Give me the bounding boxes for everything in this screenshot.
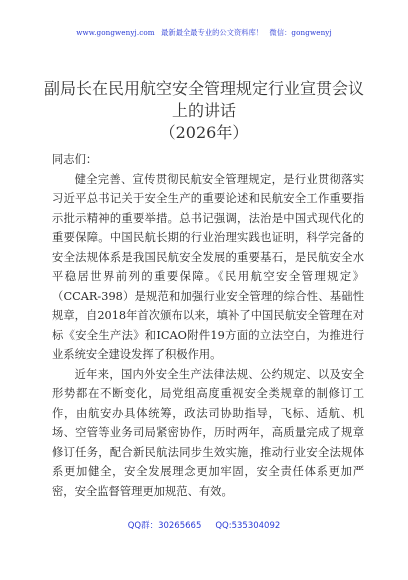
title-line-1: 副局长在民用航空安全管理规定行业宣贯会议 (43, 79, 364, 98)
qq-number: QQ:535304092 (215, 521, 281, 531)
title-year: （2026年） (159, 123, 249, 142)
document-body (52, 150, 364, 501)
paragraph: 健全完善、宣传贯彻民航安全管理规定，是行业贯彻落实习近平总书记关于安全生产的重要论述和民航安全工作重要指示批示精神的重要举措。总书记强调，法治是中国式现代化的重要保障。中国民航长期的行业治理实践也证明，科学完备的安全法规体系是我国民航安全发展的重要基石，是民航安全水平稳居世界前列的重要保障。《民用航空安全管理规定》（CCAR-398）是规范和加强行业安全管理的综合性、基础性规章，自2018年首次颁布以来，填补了中国民航安全管理在对标《安全生产法》和ICAO附件19方面的立法空白，为推进行业系统安全建设发挥了积极作用。 (52, 172, 364, 361)
paragraph: 近年来，国内外安全生产法律法规、公约规定、以及安全形势都在不断变化，局党组高度重视安全类规章的制修订工作，由航安办具体统筹，政法司协助指导，飞标、适航、机场、空管等业务司局紧密协作，历时两年，高质量完成了规章修订任务，配合新民航法同步生效实施，推动行业安全法规体系更加健全，安全发展理念更加牢固，安全责任体系更加严密，安全监督管理更加规范、有效。 (52, 367, 364, 498)
site-footer (0, 519, 408, 531)
wechat-id: 微信：gongwenyj (269, 28, 332, 37)
qq-group: QQ群：30265665 (127, 521, 202, 531)
document-title (40, 78, 368, 144)
title-line-2: 上的讲话 (171, 101, 236, 120)
salutation: 同志们： (52, 153, 98, 166)
site-header (0, 28, 408, 38)
site-slogan: 最新最全最专业的公文资料库！ (161, 28, 264, 37)
site-url-link[interactable]: www.gongwenyj.com (76, 28, 155, 37)
